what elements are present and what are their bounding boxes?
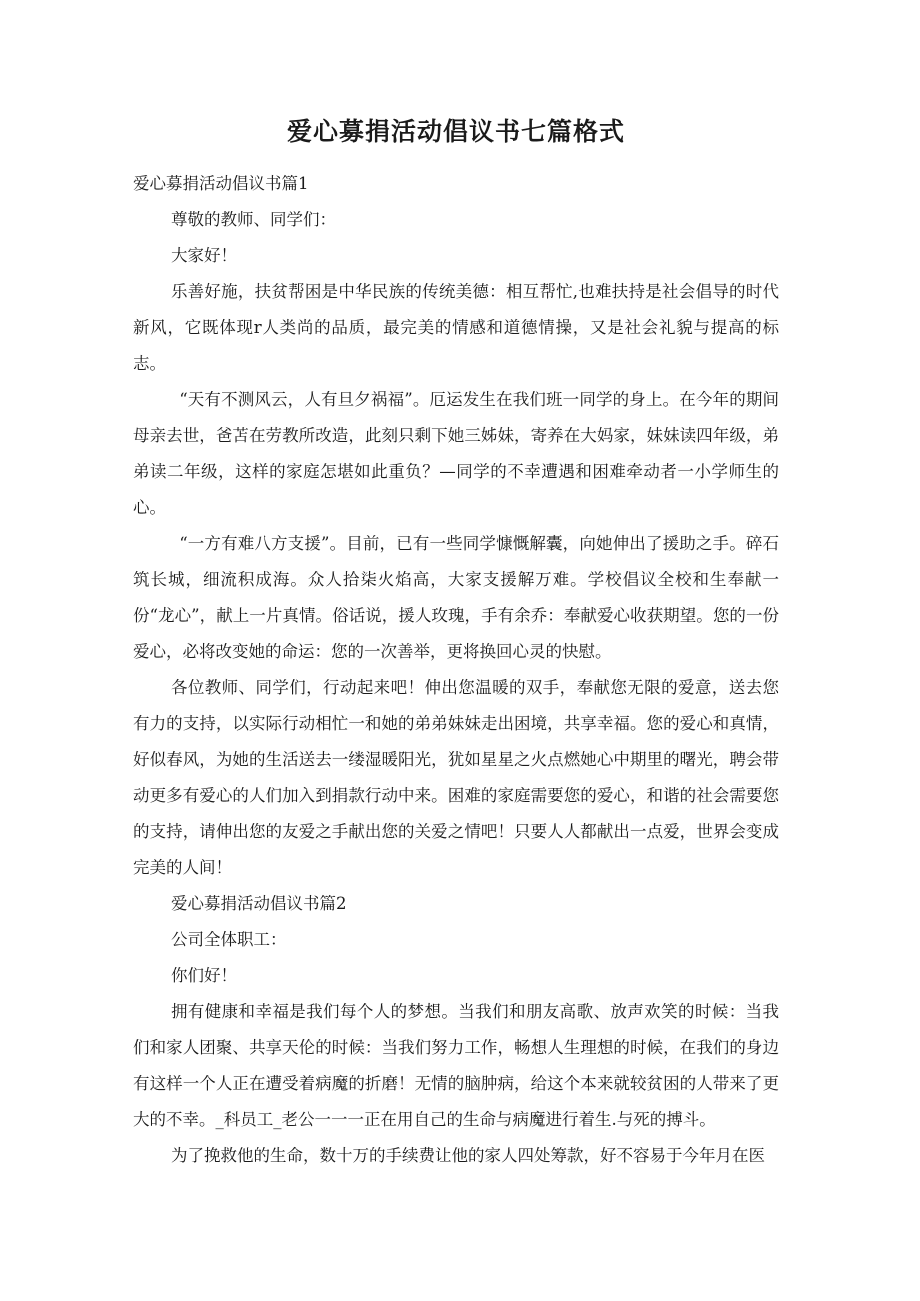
paragraph: 大家好！ — [170, 246, 237, 265]
paragraph: “天有不测风云，人有旦夕祸福”。厄运发生在我们班一同学的身上。在今年的期间母亲去世，爸苫在劳教所改造，此刻只剩下她三姊妹，寄养在大妈家，妹妹读四年级，弟弟读二年级，这样的家庭怎堪如此重负？—同学的不幸遭遇和困难牵动者一小学师生的心。 — [133, 390, 779, 517]
document-page — [133, 112, 779, 1174]
paragraph: 尊敬的教师、同学们： — [170, 210, 336, 229]
paragraph: 拥有健康和幸福是我们每个人的梦想。当我们和朋友高歌、放声欢笑的时候：当我们和家人团聚、共享天伦的时候：当我们努力工作，畅想人生理想的时候，在我们的身边有这样一个人正在遭受着病魔的折磨！无情的脑肿病，给这个本来就较贫困的人带来了更大的不幸。_科员工_老公一一一正在用自己的生命与病魔进行着生.与死的搏斗。 — [133, 1002, 779, 1129]
paragraph: 爱心募捐活动倡议书篇1 — [133, 174, 309, 193]
paragraph: 公司全体职工： — [170, 930, 287, 949]
paragraph: 各位教师、同学们，行动起来吧！伸出您温暖的双手，奉献您无限的爱意，送去您有力的支持，以实际行动相忙一和她的弟弟妹妹走出困境，共享幸福。您的爱心和真情，好似春风，为她的生活送去一缕湿暖阳光，犹如星星之火点燃她心中期里的曙光，聘会带动更多有爱心的人们加入到捐款行动中来。困难的家庭需要您的爱心，和谐的社会需要您的支持，请伸出您的友爱之手献出您的关爱之情吧！只要人人都献出一点爱，世界会变成完美的人间！ — [133, 678, 779, 877]
paragraph: “一方有难八方支援”。目前，已有一些同学慷慨解囊，向她伸出了援助之手。碎石筑长城，细流积成海。众人拾柒火焰高，大家支援解万难。学校倡议全校和生奉献一份“龙心”，献上一片真情。俗话说，援人玫瑰，手有余乔：奉献爱心收获期望。您的一份爱心，必将改变她的命运：您的一次善举，更将换回心灵的快慰。 — [133, 534, 779, 661]
document-title: 爱心募捐活动倡议书七篇格式 — [286, 117, 625, 146]
paragraph: 你们好！ — [170, 966, 237, 985]
paragraph: 爱心募捐活动倡议书篇2 — [170, 894, 347, 913]
paragraph: 乐善好施，扶贫帮困是中华民族的传统美德：相互帮忙,也难扶持是社会倡导的时代新风，它既体现r人类尚的品质，最完美的情感和道德情操，又是社会礼貌与提高的标志。 — [133, 282, 779, 373]
paragraph: 为了挽救他的生命，数十万的手续费让他的家人四处筹款，好不容易于今年月在医 — [170, 1146, 765, 1165]
document-body — [133, 166, 779, 1174]
